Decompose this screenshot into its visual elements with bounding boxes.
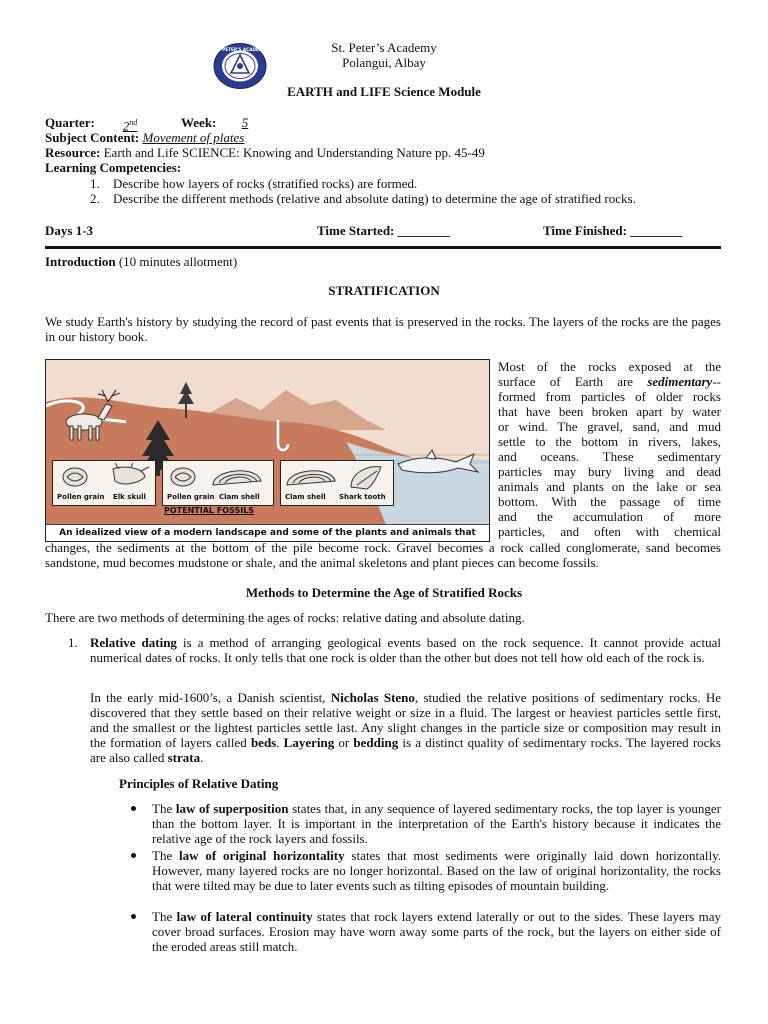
resource-line: Resource: Earth and Life SCIENCE: Knowing and Understanding Nature pp. 45-49 [45, 145, 485, 160]
steno-paragraph: In the early mid-1600’s, a Danish scientist, Nicholas Steno, studied the relative positions of sedimentary rocks. He discovered that they settle based on their relative weight or size in a fluid. The largest or heaviest particles settle first, and the smallest or the lightest particles settle last. Any slight changes in the particle size or composition may result in the formation of layers called beds. Layering or bedding is a distinct quality of sedimentary rocks. The layered rocks are also called strata. [90, 690, 722, 765]
competency-item: Describe how layers of rocks (stratified rocks) are formed. [113, 176, 418, 191]
school-logo [212, 42, 268, 90]
stratification-title: STRATIFICATION [328, 283, 440, 298]
fossil-box-3: Clam shell Shark tooth [280, 460, 394, 506]
school-name: St. Peter’s Academy [331, 40, 437, 55]
stratification-continuation: changes, the sediments at the bottom of the pile become rock. Gravel becomes a rock called conglomerate, sand becomes sandstone, mud becomes mudstone or shale, and the animal skeletons and plant pieces can become fossils. [45, 540, 721, 570]
section-divider [45, 246, 721, 249]
principles-title: Principles of Relative Dating [119, 776, 279, 791]
week-label: Week: [181, 115, 217, 130]
fossil-box-2: Pollen grain Clam shell [162, 460, 274, 506]
principle-lateral-continuity: The law of lateral continuity states that rock layers extend laterally or out to the sides. These layers may cover broad surfaces. Erosion may have worn away some parts of the rock, but the layers on either side of the eroded areas still match. [152, 909, 722, 954]
bullet-icon [131, 806, 136, 811]
bullet-icon [131, 914, 136, 919]
week-value: 5 [241, 115, 249, 130]
principle-superposition: The law of superposition states that, in any sequence of layered sedimentary rocks, the top layer is younger than the bottom layer. It is important in the interpretation of the Earth's history because it indicates the relative age of the rock layers and fossils. [152, 801, 721, 846]
quarter-value: 2nd [122, 118, 138, 134]
competency-number: 1. [90, 176, 100, 191]
competency-item: Describe the different methods (relative and absolute dating) to determine the age of stratified rocks. [113, 191, 636, 206]
competency-number: 2. [90, 191, 100, 206]
competencies-label: Learning Competencies: [45, 160, 182, 175]
days-label: Days 1-3 [45, 223, 94, 238]
potential-fossils-label: POTENTIAL FOSSILS [164, 506, 255, 515]
principle-horizontality: The law of original horizontality states that most sediments were originally laid down horizontally. However, many layered rocks are no longer horizontal. Based on the law of original horizontality, the rocks that were tilted may be due to later events such as tilting episodes of mountain building. [152, 848, 721, 893]
methods-title: Methods to Determine the Age of Stratified Rocks [245, 585, 523, 600]
quarter-label: Quarter: [45, 115, 95, 130]
intro-heading: Introduction (10 minutes allotment) [45, 254, 238, 269]
methods-intro: There are two methods of determining the ages of rocks: relative dating and absolute dating. [45, 610, 525, 625]
fossil-box-1: Pollen grain Elk skull [52, 460, 156, 506]
subject-line: Subject Content: Movement of plates [45, 130, 245, 145]
figure-caption: An idealized view of a modern landscape and some of the plants and animals that [46, 524, 489, 541]
module-title: EARTH and LIFE Science Module [287, 84, 481, 99]
school-town: Polangui, Albay [342, 55, 426, 70]
sidebar-paragraph: Most of the rocks exposed at the surface of Earth are sedimentary-- formed from particles of older rocks that have been broken apart by water or wind. The gravel, sand, and mud settle to the bottom in rivers, lakes, and oceans. These sedimentary particles may bury living and dead animals and plants on the lake or sea bottom. With the passage of time and the accumulation of more particles, and often with chemical [498, 359, 721, 539]
bullet-icon [131, 853, 136, 858]
time-finished: Time Finished: ________ [543, 223, 683, 238]
svg-text:ST. PETER'S ACADEMY: ST. PETER'S ACADEMY [213, 47, 267, 52]
landscape-figure [45, 359, 490, 542]
list-number: 1. [68, 635, 78, 650]
relative-dating-para: Relative dating is a method of arranging geological events based on the rock sequence. It cannot provide actual numerical dates of rocks. It only tells that one rock is older than the other but does not tell how old each of the rock is. [90, 635, 721, 665]
time-started: Time Started: ________ [317, 223, 450, 238]
stratification-para: We study Earth's history by studying the record of past events that is preserved in the rocks. The layers of the rocks are the pages in our history book. [45, 314, 721, 344]
